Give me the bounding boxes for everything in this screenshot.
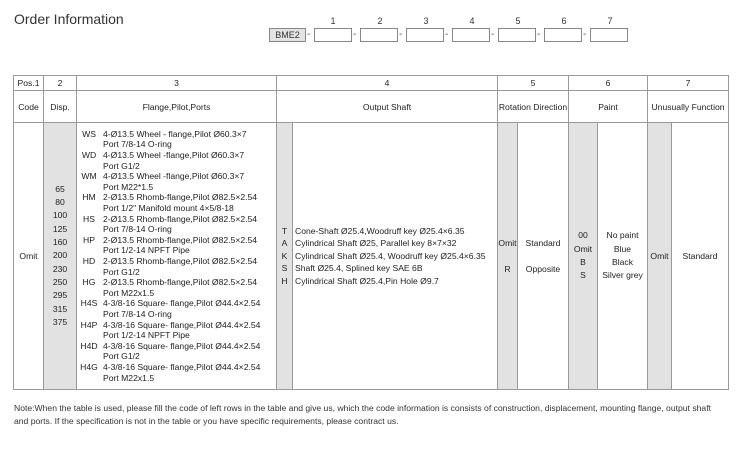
flange-code: HG [82,277,96,288]
flange-option [77,214,276,235]
shaft-desc: Cone-Shaft Ø25.4,Woodruff key Ø25.4×6.35 [295,225,465,236]
flange-code: H4P [80,319,98,330]
flange-code: HM [82,192,96,203]
flange-code: HP [83,234,95,245]
function-desc-cell: Standard [672,123,729,390]
flange-option [77,129,276,150]
rotation-desc: Opposite [525,264,561,274]
pos-cell-6: 6 [569,76,648,91]
flange-option [77,362,276,383]
flange-code: WD [81,150,97,161]
shaft-desc: Shaft Ø25.4, Splined key SAE 6B [295,263,423,274]
paint-code: 00 [578,230,588,241]
rotation-desc: Standard [525,238,561,248]
header-displacement: Disp. [44,91,77,123]
flange-line: Port G1/2 [103,266,140,277]
paint-code: Omit [573,243,593,254]
displacement-cell [44,123,77,390]
code-dash: - [583,29,587,40]
header-paint: Paint [569,91,648,123]
flange-line: Port M22x1.5 [103,372,155,383]
paint-name: No paint [606,230,639,241]
flange-line: 4-Ø13.5 Wheel - flange,Pilot Ø60.3×7 [103,128,247,139]
shaft-desc: Cylindrical Shaft Ø25, Parallel key 8×7×32 [295,238,457,249]
code-box-2 [360,28,398,42]
code-dash: - [399,29,403,40]
flange-line: Port 7/8-14 O-ring [103,224,172,235]
code-value-cell: Omit [14,123,44,390]
code-number-4: 4 [469,16,475,26]
flange-line: Port 1/2" Manifold mount 4×5/8-18 [103,203,234,214]
flange-option [77,298,276,319]
flange-line: Port 1/2-14 NPFT Pipe [103,245,190,256]
flange-option [77,256,276,277]
code-dash: - [307,29,311,40]
pos-cell-3: 3 [77,76,277,91]
rotation-desc-cell [518,123,569,390]
flange-option [77,341,276,362]
rotation-code: Omit [498,238,517,248]
usage-note: Note:When the table is used, please fill the code of left rows in the table and give us, which the code information is consists of construction, displacement, mounting flange, output shaft and ports. If the specification is not in the table or you have specific requirements, please contract us. [14,403,711,426]
code-dash: - [537,29,541,40]
flange-line: Port G1/2 [103,160,140,171]
flange-code: WM [81,171,97,182]
paint-name: Blue [613,243,632,254]
code-box-4 [452,28,490,42]
flange-code: WS [82,128,96,139]
code-number-2: 2 [377,16,383,26]
flange-option [77,277,276,298]
displacement-value: 200 [52,250,68,261]
flange-option [77,192,276,213]
flange-line: 4-3/8-16 Square- flange,Pilot Ø44.4×2.54 [103,361,261,372]
code-prefix-box: BME2 [269,28,306,42]
displacement-value: 125 [52,223,68,234]
header-flange: Flange,Pilot,Ports [77,91,277,123]
shaft-code: S [281,263,288,274]
flange-code: H4S [80,298,98,309]
flange-code: H4D [80,340,98,351]
flange-line: Port 7/8-14 O-ring [103,139,172,150]
paint-name: Black [611,257,633,267]
displacement-value: 230 [52,263,68,274]
flange-option [77,171,276,192]
shaft-code: H [281,275,288,286]
flange-option [77,150,276,171]
flange-cell [77,123,277,390]
flange-option [77,320,276,341]
options-row [14,123,729,390]
code-number-5: 5 [515,16,521,26]
shaft-desc: Cylindrical Shaft Ø25.4,Pin Hole Ø9.7 [295,275,439,286]
flange-code: HD [82,256,96,266]
code-box-5 [498,28,536,42]
header-output-shaft: Output Shaft [277,91,498,123]
displacement-value: 100 [52,210,68,221]
shaft-desc: Cylindrical Shaft Ø25.4, Woodruff key Ø25.4×6.35 [295,250,486,261]
code-dash: - [491,29,495,40]
header-code: Code [14,91,44,123]
displacement-value: 65 [55,183,65,194]
shaft-code: K [281,250,288,261]
flange-line: 4-3/8-16 Square- flange,Pilot Ø44.4×2.54 [103,319,261,330]
header-function: Unusually Function [648,91,729,123]
pos-cell-5: 5 [498,76,569,91]
code-number-7: 7 [607,16,613,26]
flange-line: 4-Ø13.5 Wheel -flange,Pilot Ø60.3×7 [103,171,245,182]
paint-name-cell [598,123,648,390]
code-box-6 [544,28,582,42]
position-row [14,76,729,91]
code-number-6: 6 [561,16,567,26]
displacement-value: 375 [52,316,68,327]
shaft-code-cell [277,123,293,390]
function-code-cell: Omit [648,123,672,390]
code-dash: - [445,29,449,40]
code-box-3 [406,28,444,42]
flange-line: 2-Ø13.5 Rhomb-flange,Pilot Ø82.5×2.54 [103,277,258,288]
paint-code: S [580,270,586,281]
flange-line: 4-3/8-16 Square- flange,Pilot Ø44.4×2.54 [103,340,261,351]
rotation-code: R [504,264,511,274]
order-code-header [269,16,639,46]
code-number-3: 3 [423,16,429,26]
shaft-desc-cell [293,123,498,390]
page-title: Order Information [14,11,124,27]
flange-code: H4G [80,361,98,372]
flange-line: Port 7/8-14 O-ring [103,308,172,319]
flange-code: HS [83,213,95,224]
pos-cell-7: 7 [648,76,729,91]
displacement-value: 160 [52,237,68,248]
flange-line: Port M22x1.5 [103,287,155,298]
rotation-code-cell [498,123,518,390]
paint-code-cell [569,123,598,390]
displacement-value: 80 [55,197,65,208]
shaft-code: T [281,225,288,236]
code-number-1: 1 [330,16,336,26]
flange-line: 2-Ø13.5 Rhomb-flange,Pilot Ø82.5×2.54 [103,192,258,203]
displacement-value: 315 [52,303,68,314]
flange-option [77,235,276,256]
code-dash: - [353,29,357,40]
flange-line: Port M22*1.5 [103,181,154,192]
flange-line: Port 1/2-14 NPFT Pipe [103,330,190,341]
pos-cell-1: Pos.1 [14,76,44,91]
paint-name: Silver grey [602,270,643,281]
displacement-value: 295 [52,290,68,301]
flange-line: 2-Ø13.5 Rhomb-flange,Pilot Ø82.5×2.54 [103,234,258,245]
order-information-table [13,75,729,390]
paint-code: B [580,257,586,267]
pos-cell-2: 2 [44,76,77,91]
header-row [14,91,729,123]
flange-line: 2-Ø13.5 Rhomb-flange,Pilot Ø82.5×2.54 [103,256,258,266]
flange-line: 4-3/8-16 Square- flange,Pilot Ø44.4×2.54 [103,298,261,309]
header-rotation: Rotation Direction [498,91,569,123]
shaft-code: A [281,238,288,249]
flange-line: 4-Ø13.5 Wheel -flange,Pilot Ø60.3×7 [103,150,245,161]
flange-line: Port G1/2 [103,351,140,362]
pos-cell-4: 4 [277,76,498,91]
code-box-7 [590,28,628,42]
flange-line: 2-Ø13.5 Rhomb-flange,Pilot Ø82.5×2.54 [103,213,258,224]
code-box-1 [314,28,352,42]
displacement-value: 250 [52,276,68,287]
